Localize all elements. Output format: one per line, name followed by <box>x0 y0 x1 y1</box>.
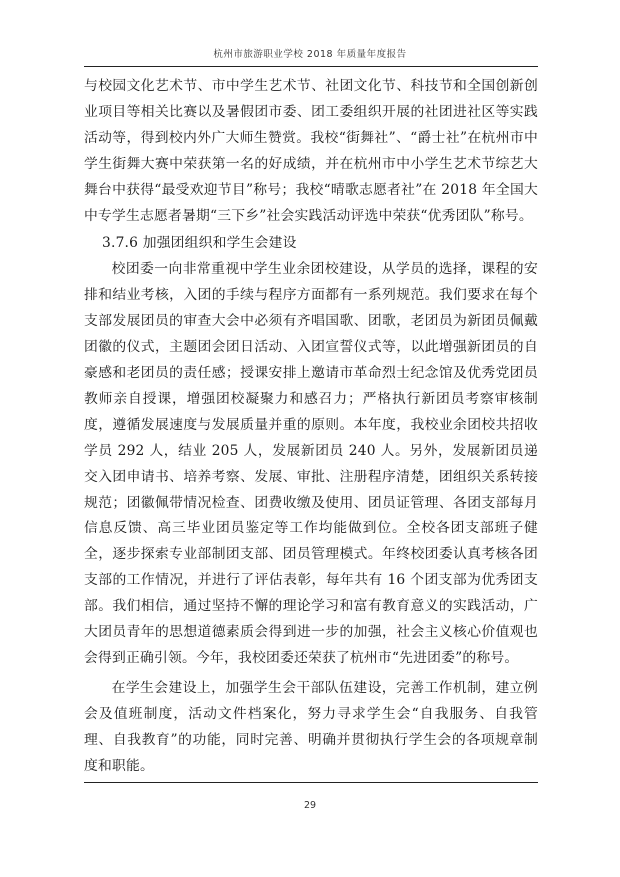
header-divider <box>84 66 538 67</box>
page-body <box>84 74 538 779</box>
running-header: 杭州市旅游职业学校 2018 年质量年度报告 <box>213 49 407 60</box>
footer-divider <box>84 782 538 783</box>
paragraph-student-union: 在学生会建设上，加强学生会干部队伍建设，完善工作机制，建立例会及值班制度，活动文件档案化，努力寻求学生会“自我服务、自我管理、自我教育”的功能，同时完善、明确并贯彻执行学生会的各项规章制度和职能。 <box>84 679 538 774</box>
paragraph-continued: 与校园文化艺术节、市中学生艺术节、社团文化节、科技节和全国创新创业项目等相关比赛以及暑假团市委、团工委组织开展的社团进社区等实践活动等，得到校内外广大师生赞赏。我校“街舞社”、“爵士社”在杭州市中学生街舞大赛中荣获第一名的好成绩，并在杭州市中小学生艺术节综艺大舞台中获得“最受欢迎节目”称号；我校“晴歌志愿者社”在 2018 年全国大中专学生志愿者暑期“三下乡”社会实践活动评选中荣获“优秀团队”称号。 <box>84 78 538 224</box>
page-number: 29 <box>303 800 317 811</box>
paragraph-league-building: 校团委一向非常重视中学生业余团校建设，从学员的选择，课程的安排和结业考核，入团的手续与程序方面都有一系列规范。我们要求在每个支部发展团员的审查大会中必须有齐唱国歌、团歌，老团员为新团员佩戴团徽的仪式，主题团会团日活动、入团宣誓仪式等，以此增强新团员的自豪感和老团员的责任感；授课安排上邀请市革命烈士纪念馆及优秀党团员教师亲自授课，增强团校凝聚力和感召力；严格执行新团员考察审核制度，遵循发展速度与发展质量并重的原则。本年度，我校业余团校共招收学员 292 人，结业 205 人，发展新团员 240 人。另外，发展新团员递交入团申请书、培养考察、发展、审批、注册程序清楚，团组织关系转接规范；团徽佩带情况检查、团费收缴及使用、团员证管理、各团支部每月信息反馈、高三毕业团员鉴定等工作均能做到位。全校各团支部班子健全，逐步探索专业部制团支部、团员管理模式。年终校团委认真考核各团支部的工作情况，并进行了评估表彰，每年共有 16 个团支部为优秀团支部。我们相信，通过坚持不懈的理论学习和富有教育意义的实践活动，广大团员青年的思想道德素质会得到进一步的加强，社会主义核心价值观也会得到正确引领。今年，我校团委还荣获了杭州市“先进团委”的称号。 <box>84 261 538 666</box>
section-heading: 3.7.6 加强团组织和学生会建设 <box>102 235 297 252</box>
